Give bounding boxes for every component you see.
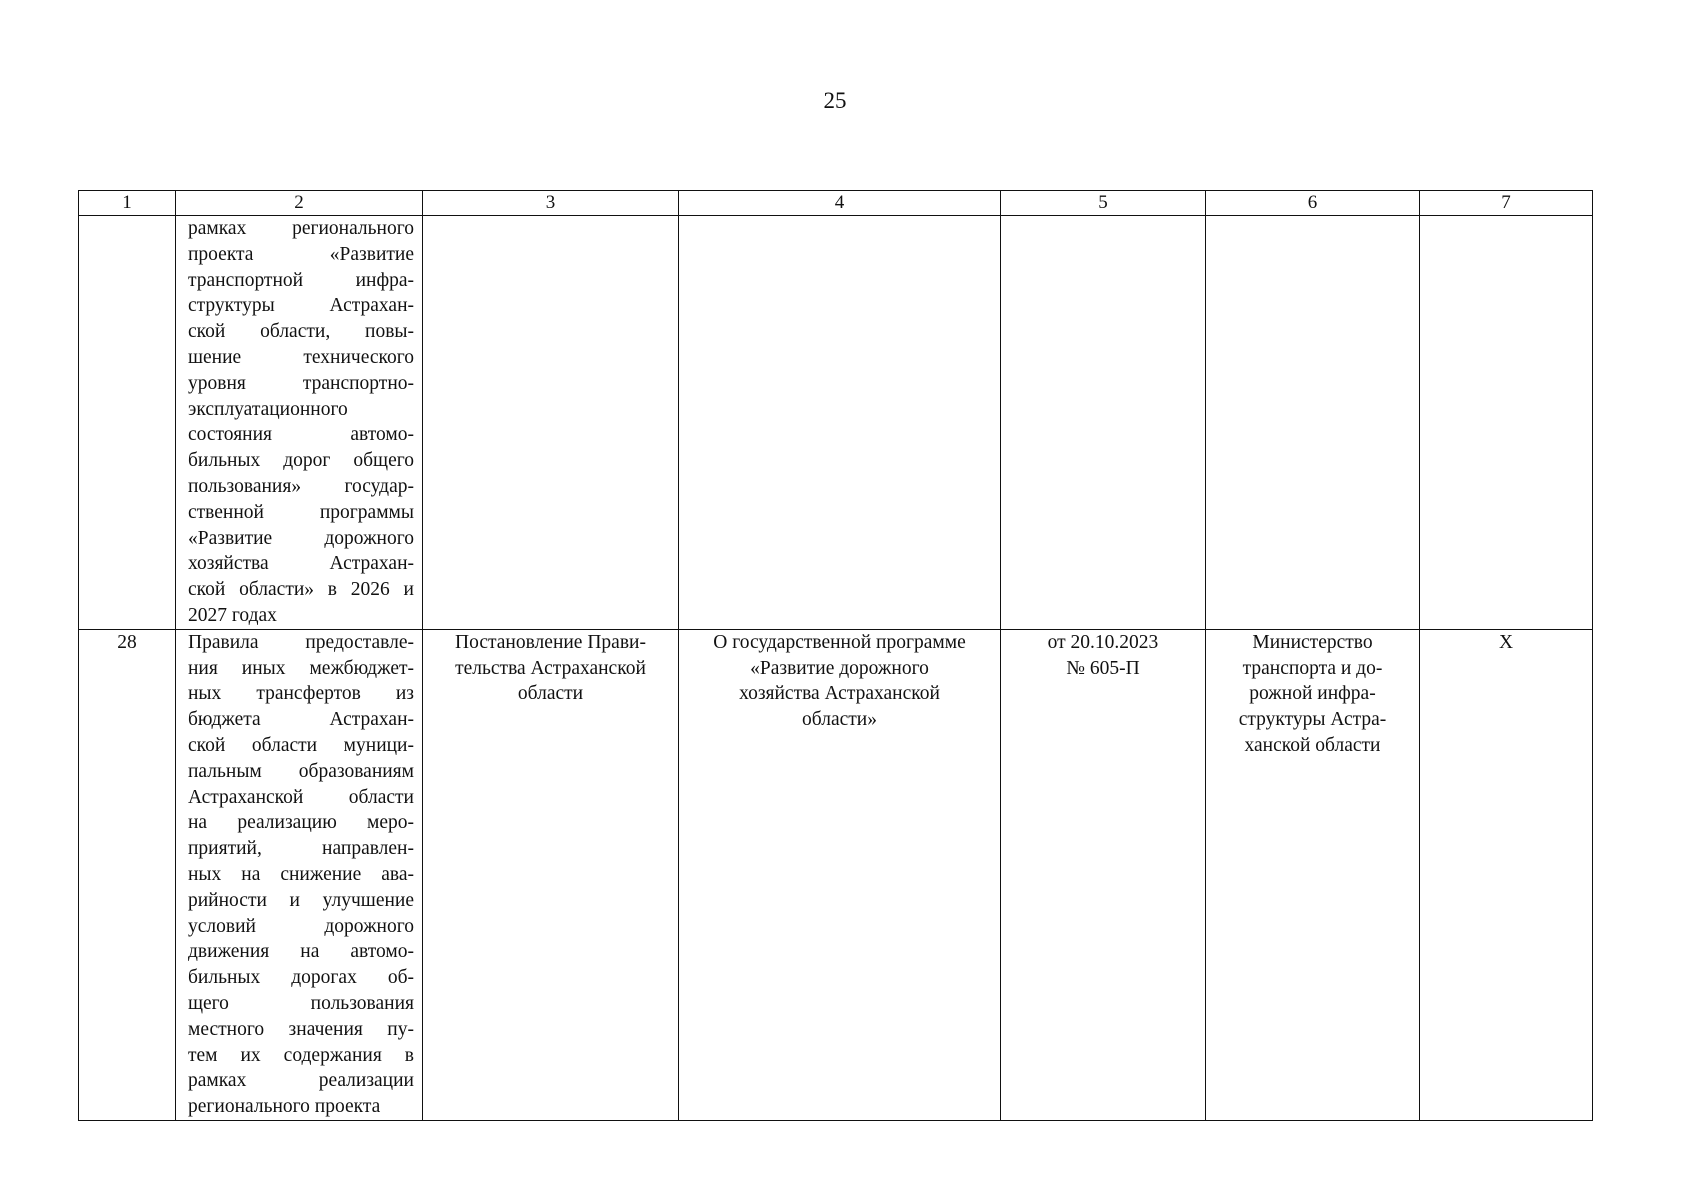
text-line: пользования» государ- xyxy=(188,475,414,497)
cell-act-date-number xyxy=(1001,216,1206,630)
text-line: ных трансфертов из xyxy=(188,683,414,705)
text-line: области» xyxy=(802,709,877,731)
cell-act-name xyxy=(679,629,1001,1120)
text-line: ской области, повы- xyxy=(188,321,414,343)
text-line: транспортной инфра- xyxy=(188,269,414,291)
cell-row-number xyxy=(79,216,176,630)
text-line: Правила предоставле- xyxy=(188,631,414,653)
text-line: ния иных межбюджет- xyxy=(188,657,414,679)
legal-acts-table xyxy=(78,190,1593,1121)
text-line: пальным образованиям xyxy=(188,760,414,782)
text-line: проекта «Развитие xyxy=(188,243,414,265)
text-line: рамках регионального xyxy=(188,218,414,239)
column-number-7: 7 xyxy=(1420,191,1593,216)
cell-act-name xyxy=(679,216,1001,630)
text-line: регионального проекта xyxy=(188,1096,381,1118)
cell-document-title xyxy=(176,216,423,630)
text-line: состояния автомо- xyxy=(188,424,414,446)
cell-act-type xyxy=(423,629,679,1120)
column-number-2: 2 xyxy=(176,191,423,216)
text-line: на реализацию меро- xyxy=(188,812,414,834)
text-line: ской области муници- xyxy=(188,734,414,756)
text-line: Постановление Прави- xyxy=(455,631,646,653)
cell-row-number: 28 xyxy=(79,629,176,1120)
text-line: шение технического xyxy=(188,346,414,368)
cell-responsible-body xyxy=(1206,216,1420,630)
text-line: рожной инфра- xyxy=(1249,683,1376,705)
table-header-row xyxy=(79,191,1593,216)
cell-act-type xyxy=(423,216,679,630)
cell-column-7: Х xyxy=(1420,629,1593,1120)
text-line: рийности и улучшение xyxy=(188,889,414,911)
text-line: «Развитие дорожного xyxy=(750,657,929,679)
text-line: уровня транспортно- xyxy=(188,372,414,394)
text-line: структуры Астра- xyxy=(1238,709,1387,731)
cell-act-date-number xyxy=(1001,629,1206,1120)
text-line: условий дорожного xyxy=(188,915,414,937)
text-line: ных на снижение ава- xyxy=(188,863,414,885)
column-number-3: 3 xyxy=(423,191,679,216)
text-line: местного значения пу- xyxy=(188,1018,414,1040)
column-number-6: 6 xyxy=(1206,191,1420,216)
text-line: бюджета Астрахан- xyxy=(188,709,414,731)
cell-column-7 xyxy=(1420,216,1593,630)
column-number-4: 4 xyxy=(679,191,1001,216)
text-line: транспорта и до- xyxy=(1242,657,1383,679)
text-line: рамках реализации xyxy=(188,1070,414,1092)
text-line: приятий, направлен- xyxy=(188,838,414,860)
table-row-28 xyxy=(79,629,1593,1120)
text-line: бильных дорогах об- xyxy=(188,967,414,989)
text-line: 2027 годах xyxy=(188,604,277,626)
text-line: эксплуатационного xyxy=(188,398,348,420)
text-line: Министерство xyxy=(1252,631,1373,653)
text-line: от 20.10.2023 xyxy=(1047,631,1159,653)
column-number-5: 5 xyxy=(1001,191,1206,216)
text-line: ской области» в 2026 и xyxy=(188,579,414,601)
text-line: щего пользования xyxy=(188,992,414,1014)
text-line: ственной программы xyxy=(188,501,414,523)
text-line: структуры Астрахан- xyxy=(188,295,414,317)
cell-responsible-body xyxy=(1206,629,1420,1120)
text-line: О государственной программе xyxy=(713,631,966,653)
text-line: ханской области xyxy=(1244,734,1381,756)
text-line: области xyxy=(517,683,584,705)
text-line: хозяйства Астраханской xyxy=(739,683,940,705)
text-line: тем их содержания в xyxy=(188,1044,414,1066)
cell-document-title xyxy=(176,629,423,1120)
page-number: 25 xyxy=(823,88,847,113)
text-line: тельства Астраханской xyxy=(455,657,646,679)
text-line: Астраханской области xyxy=(188,786,414,808)
text-line: бильных дорог общего xyxy=(188,450,414,472)
table-row-continuation xyxy=(79,216,1593,630)
text-line: № 605-П xyxy=(1066,657,1140,679)
text-line: движения на автомо- xyxy=(188,941,414,963)
column-number-1: 1 xyxy=(79,191,176,216)
text-line: «Развитие дорожного xyxy=(188,527,414,549)
text-line: хозяйства Астрахан- xyxy=(188,553,414,575)
